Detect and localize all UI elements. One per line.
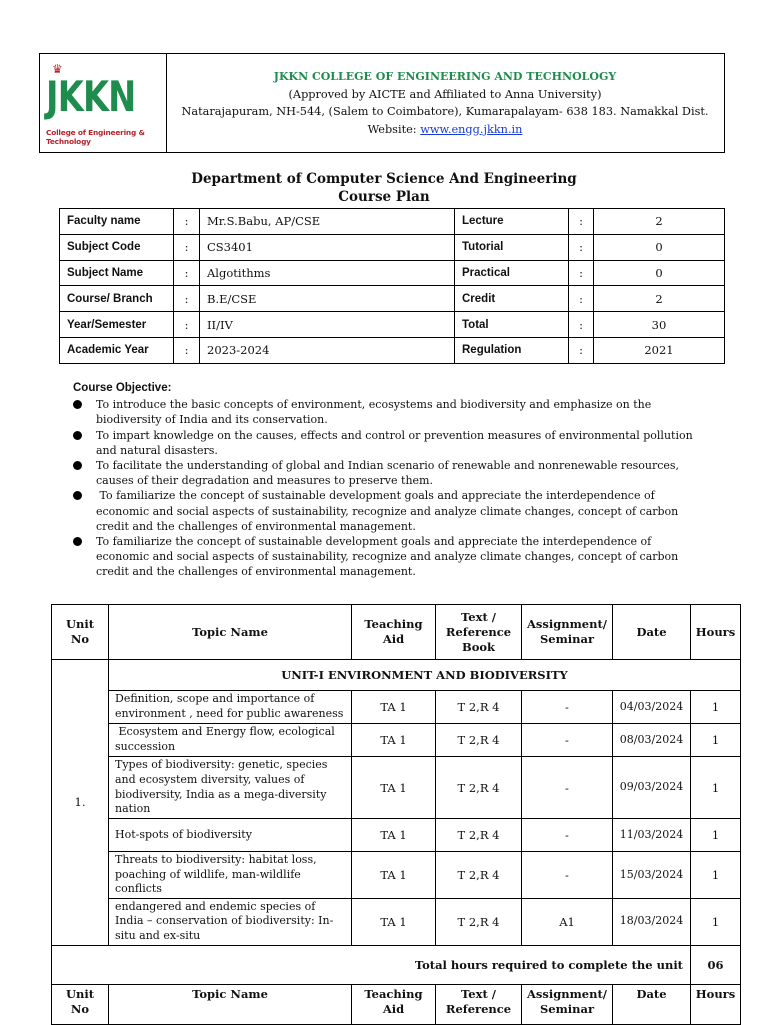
book-cell: T 2,R 4 xyxy=(436,852,522,899)
date-cell: 04/03/2024 xyxy=(613,691,691,724)
date-cell: 15/03/2024 xyxy=(613,852,691,899)
table-row xyxy=(52,757,741,819)
department-name: Department of Computer Science And Engineering xyxy=(191,171,577,187)
separator: : xyxy=(569,337,594,363)
assignment-cell: - xyxy=(522,691,613,724)
book-header: Text / Reference xyxy=(436,984,522,1024)
bullet-icon xyxy=(73,431,82,440)
topic-cell: Ecosystem and Energy flow, ecological succession xyxy=(109,724,352,757)
objective-list xyxy=(73,397,703,579)
course-info-table xyxy=(59,208,725,364)
table-row xyxy=(52,898,741,945)
book-cell: T 2,R 4 xyxy=(436,898,522,945)
table-header-row xyxy=(52,984,741,1024)
unit-no-header: Unit No xyxy=(52,984,109,1024)
website-label: Website: xyxy=(367,122,421,136)
college-logo xyxy=(40,54,167,152)
separator: : xyxy=(174,312,200,338)
date-cell: 11/03/2024 xyxy=(613,819,691,852)
info-row xyxy=(60,234,725,260)
total-hours-value: 06 xyxy=(691,945,741,984)
assignment-cell: - xyxy=(522,852,613,899)
objective-item xyxy=(73,397,703,427)
logo-text: JKKN xyxy=(46,72,136,121)
topic-header: Topic Name xyxy=(109,984,352,1024)
assignment-cell: - xyxy=(522,724,613,757)
practical-label: Practical xyxy=(455,260,569,286)
year-semester-label: Year/Semester xyxy=(60,312,174,338)
institution-info xyxy=(166,68,724,138)
total-value: 30 xyxy=(594,312,725,338)
subject-name-label: Subject Name xyxy=(60,260,174,286)
bullet-icon xyxy=(73,461,82,470)
academic-year-label: Academic Year xyxy=(60,337,174,363)
separator: : xyxy=(174,234,200,260)
tutorial-label: Tutorial xyxy=(455,234,569,260)
assignment-header: Assignment/ Seminar xyxy=(522,984,613,1024)
aid-cell: TA 1 xyxy=(352,757,436,819)
logo-subtitle: College of Engineering & Technology xyxy=(46,128,145,146)
objective-title: Course Objective: xyxy=(73,382,172,394)
objective-item xyxy=(73,458,703,488)
crown-icon: ♛ xyxy=(52,62,63,76)
tutorial-value: 0 xyxy=(594,234,725,260)
hours-header: Hours xyxy=(691,984,741,1024)
separator: : xyxy=(569,260,594,286)
separator: : xyxy=(174,337,200,363)
assignment-cell: A1 xyxy=(522,898,613,945)
practical-value: 0 xyxy=(594,260,725,286)
objective-text: To impart knowledge on the causes, effects and control or prevention measures of environmental pollution and natural disasters. xyxy=(96,428,693,457)
aid-cell: TA 1 xyxy=(352,898,436,945)
topic-cell: Definition, scope and importance of environment , need for public awareness xyxy=(109,691,352,724)
info-row xyxy=(60,209,725,235)
book-cell: T 2,R 4 xyxy=(436,724,522,757)
objective-text: To familiarize the concept of sustainable development goals and appreciate the interdependence of economic and social aspects of sustainability, recognize and analyze climate changes, concept of carbon credit and the challenges of environmental management. xyxy=(96,535,679,579)
unit-number: 1. xyxy=(52,660,109,946)
objective-item xyxy=(73,534,703,580)
assignment-header: Assignment/ Seminar xyxy=(522,605,613,660)
teaching-aid-header: Teaching Aid xyxy=(352,984,436,1024)
assignment-cell: - xyxy=(522,757,613,819)
topic-cell: Threats to biodiversity: habitat loss, poaching of wildlife, man-wildlife conflicts xyxy=(109,852,352,899)
lecture-label: Lecture xyxy=(455,209,569,235)
table-row xyxy=(52,819,741,852)
total-label: Total xyxy=(455,312,569,338)
table-row xyxy=(52,852,741,899)
hours-cell: 1 xyxy=(691,691,741,724)
book-cell: T 2,R 4 xyxy=(436,819,522,852)
approval-text: (Approved by AICTE and Affiliated to Anna University) xyxy=(288,87,602,101)
info-row xyxy=(60,312,725,338)
topic-header: Topic Name xyxy=(109,605,352,660)
faculty-label: Faculty name xyxy=(60,209,174,235)
unit-no-header: Unit No xyxy=(52,605,109,660)
hours-header: Hours xyxy=(691,605,741,660)
table-row xyxy=(52,691,741,724)
objective-text: To familiarize the concept of sustainable development goals and appreciate the interdependence of economic and social aspects of sustainability, recognize and analyze climate changes, concept of carbon credit and the challenges of environmental management. xyxy=(96,489,682,533)
separator: : xyxy=(569,312,594,338)
hours-cell: 1 xyxy=(691,819,741,852)
year-semester-value: II/IV xyxy=(200,312,455,338)
credit-label: Credit xyxy=(455,286,569,312)
objective-text: To introduce the basic concepts of environment, ecosystems and biodiversity and emphasize on the biodiversity of India and its conservation. xyxy=(96,398,652,427)
website-link[interactable]: www.engg.jkkn.in xyxy=(420,122,523,136)
document-title xyxy=(0,170,768,206)
total-hours-label: Total hours required to complete the unit xyxy=(52,945,691,984)
info-row xyxy=(60,337,725,363)
hours-cell: 1 xyxy=(691,852,741,899)
aid-cell: TA 1 xyxy=(352,691,436,724)
hours-cell: 1 xyxy=(691,757,741,819)
unit-title: UNIT-I ENVIRONMENT AND BIODIVERSITY xyxy=(109,660,741,691)
lecture-value: 2 xyxy=(594,209,725,235)
website-line xyxy=(166,121,724,139)
separator: : xyxy=(569,209,594,235)
subject-code-label: Subject Code xyxy=(60,234,174,260)
book-cell: T 2,R 4 xyxy=(436,757,522,819)
branch-label: Course/ Branch xyxy=(60,286,174,312)
address-text: Natarajapuram, NH-544, (Salem to Coimbatore), Kumarapalayam- 638 183. Namakkal Dist. xyxy=(181,105,709,118)
course-plan-table xyxy=(51,604,741,1025)
unit-title-row xyxy=(52,660,741,691)
separator: : xyxy=(569,286,594,312)
date-cell: 18/03/2024 xyxy=(613,898,691,945)
college-name: JKKN COLLEGE OF ENGINEERING AND TECHNOLOGY xyxy=(273,70,617,83)
regulation-value: 2021 xyxy=(594,337,725,363)
date-cell: 08/03/2024 xyxy=(613,724,691,757)
subject-code-value: CS3401 xyxy=(200,234,455,260)
bullet-icon xyxy=(73,400,82,409)
course-plan-title: Course Plan xyxy=(338,189,430,205)
faculty-value: Mr.S.Babu, AP/CSE xyxy=(200,209,455,235)
book-cell: T 2,R 4 xyxy=(436,691,522,724)
credit-value: 2 xyxy=(594,286,725,312)
date-header: Date xyxy=(613,605,691,660)
hours-cell: 1 xyxy=(691,898,741,945)
aid-cell: TA 1 xyxy=(352,724,436,757)
college-header xyxy=(39,53,725,153)
total-row xyxy=(52,945,741,984)
topic-cell: Hot-spots of biodiversity xyxy=(109,819,352,852)
table-header-row xyxy=(52,605,741,660)
topic-cell: endangered and endemic species of India – conservation of biodiversity: In-situ and ex-situ xyxy=(109,898,352,945)
book-header: Text / Reference Book xyxy=(436,605,522,660)
subject-name-value: Algotithms xyxy=(200,260,455,286)
separator: : xyxy=(569,234,594,260)
branch-value: B.E/CSE xyxy=(200,286,455,312)
course-objective xyxy=(73,381,703,580)
hours-cell: 1 xyxy=(691,724,741,757)
date-cell: 09/03/2024 xyxy=(613,757,691,819)
objective-item xyxy=(73,428,703,458)
academic-year-value: 2023-2024 xyxy=(200,337,455,363)
bullet-icon xyxy=(73,491,82,500)
date-header: Date xyxy=(613,984,691,1024)
assignment-cell: - xyxy=(522,819,613,852)
objective-item xyxy=(73,488,703,534)
table-row xyxy=(52,724,741,757)
info-row xyxy=(60,260,725,286)
info-row xyxy=(60,286,725,312)
separator: : xyxy=(174,286,200,312)
bullet-icon xyxy=(73,537,82,546)
objective-text: To facilitate the understanding of global and Indian scenario of renewable and nonrenewable resources, causes of their degradation and measures to preserve them. xyxy=(96,459,680,488)
separator: : xyxy=(174,260,200,286)
teaching-aid-header: Teaching Aid xyxy=(352,605,436,660)
separator: : xyxy=(174,209,200,235)
aid-cell: TA 1 xyxy=(352,852,436,899)
regulation-label: Regulation xyxy=(455,337,569,363)
aid-cell: TA 1 xyxy=(352,819,436,852)
topic-cell: Types of biodiversity: genetic, species and ecosystem diversity, values of biodiversity, India as a mega-diversity nation xyxy=(109,757,352,819)
